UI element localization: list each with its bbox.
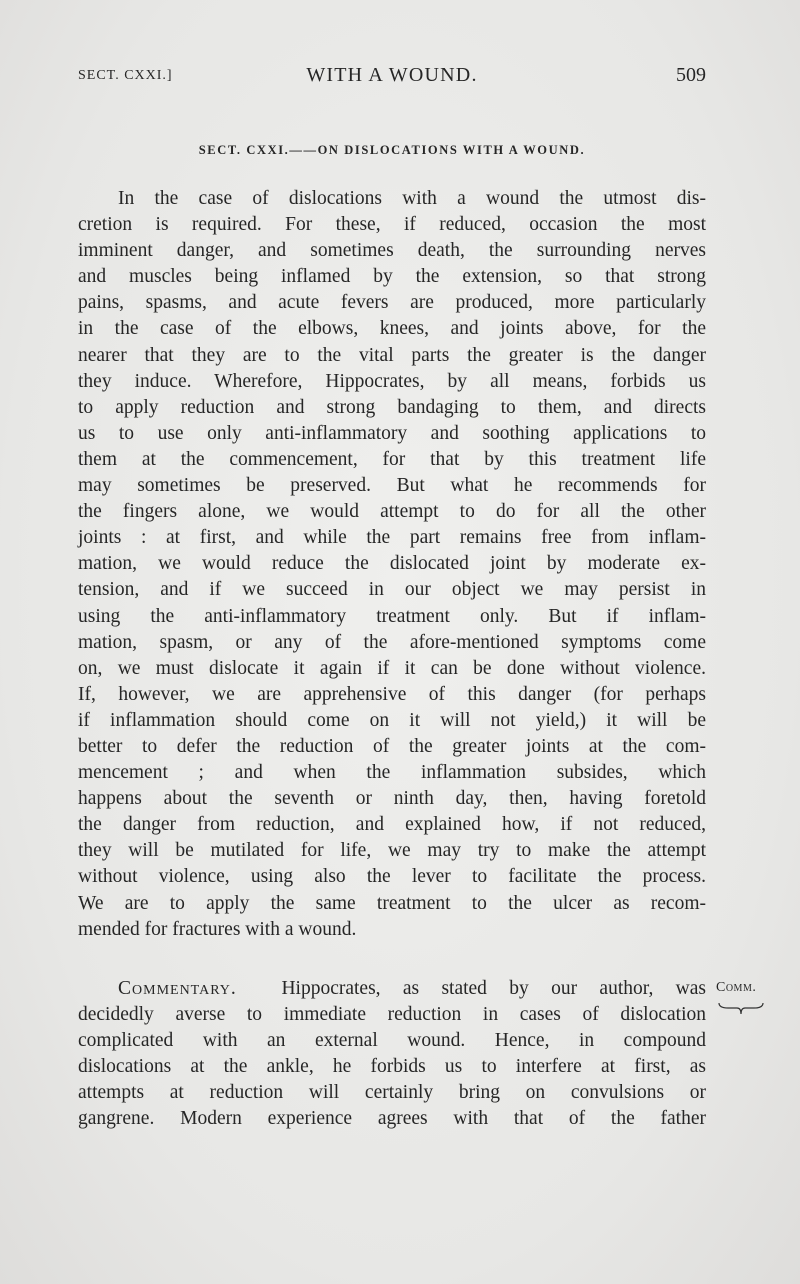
margin-note: Comm.: [716, 980, 757, 995]
body-line: mation, spasm, or any of the afore-mentioned symptoms come: [78, 631, 706, 653]
running-head-section: SECT. CXXI.]: [78, 68, 173, 83]
body-line: the danger from reduction, and explained how, if not reduced,: [78, 814, 706, 836]
body-line: and muscles being inflamed by the extension, so that strong: [78, 266, 706, 288]
commentary-label: Commentary.: [118, 978, 237, 999]
body-line: joints : at first, and while the part remains free from inflam-: [78, 527, 706, 549]
body-line: If, however, we are apprehensive of this danger (for perhaps: [78, 683, 706, 705]
page-number: 509: [676, 64, 706, 86]
commentary-line: attempts at reduction will certainly bring on convulsions or: [78, 1082, 706, 1104]
body-line: imminent danger, and sometimes death, the surrounding nerves: [78, 240, 706, 262]
commentary-paragraph: [78, 976, 706, 1133]
running-head-title: WITH A WOUND.: [306, 64, 478, 86]
body-line: without violence, using also the lever to facilitate the process.: [78, 866, 706, 888]
body-line: on, we must dislocate it again if it can be done without violence.: [78, 657, 706, 679]
body-line: in the case of the elbows, knees, and joints above, for the: [78, 318, 706, 340]
body-line: mended for fractures with a wound.: [78, 918, 357, 940]
body-line: nearer that they are to the vital parts the greater is the danger: [78, 344, 706, 366]
body-line: cretion is required. For these, if reduced, occasion the most: [78, 214, 706, 236]
commentary-line: gangrene. Modern experience agrees with that of the father: [78, 1108, 706, 1130]
body-line: mencement ; and when the inflammation subsides, which: [78, 762, 706, 784]
body-line: the fingers alone, we would attempt to do for all the other: [78, 501, 706, 523]
body-line: if inflammation should come on it will not yield,) it will be: [78, 709, 706, 731]
body-line: they induce. Wherefore, Hippocrates, by all means, forbids us: [78, 370, 706, 392]
body-line: In the case of dislocations with a wound the utmost dis-: [118, 188, 706, 209]
body-line: tension, and if we succeed in our object we may persist in: [78, 579, 706, 601]
body-line: us to use only anti-inflammatory and soothing applications to: [78, 422, 706, 444]
body-line: We are to apply the same treatment to the ulcer as recom-: [78, 892, 706, 914]
body-line: better to defer the reduction of the greater joints at the com-: [78, 735, 706, 757]
body-line: them at the commencement, for that by this treatment life: [78, 448, 706, 470]
body-paragraph: [78, 186, 706, 943]
body-line: they will be mutilated for life, we may try to make the attempt: [78, 840, 706, 862]
commentary-line: dislocations at the ankle, he forbids us to interfere at first, as: [78, 1056, 706, 1078]
section-heading: SECT. CXXI.——ON DISLOCATIONS WITH A WOUND.: [198, 143, 586, 157]
commentary-line: complicated with an external wound. Hence, in compound: [78, 1030, 706, 1052]
body-line: mation, we would reduce the dislocated joint by moderate ex-: [78, 553, 706, 575]
commentary-line: decidedly averse to immediate reduction in cases of dislocation: [78, 1004, 706, 1026]
commentary-first-line: [78, 976, 706, 1002]
brace-icon: [718, 1002, 764, 1016]
body-line: pains, spasms, and acute fevers are produced, more particularly: [78, 292, 706, 314]
body-line: may sometimes be preserved. But what he recommends for: [78, 475, 706, 497]
body-line: to apply reduction and strong bandaging to them, and directs: [78, 396, 706, 418]
commentary-line: Hippocrates, as stated by our author, was: [281, 978, 706, 999]
body-line: happens about the seventh or ninth day, then, having foretold: [78, 788, 706, 810]
running-head: [78, 64, 706, 90]
body-line: using the anti-inflammatory treatment only. But if inflam-: [78, 605, 706, 627]
